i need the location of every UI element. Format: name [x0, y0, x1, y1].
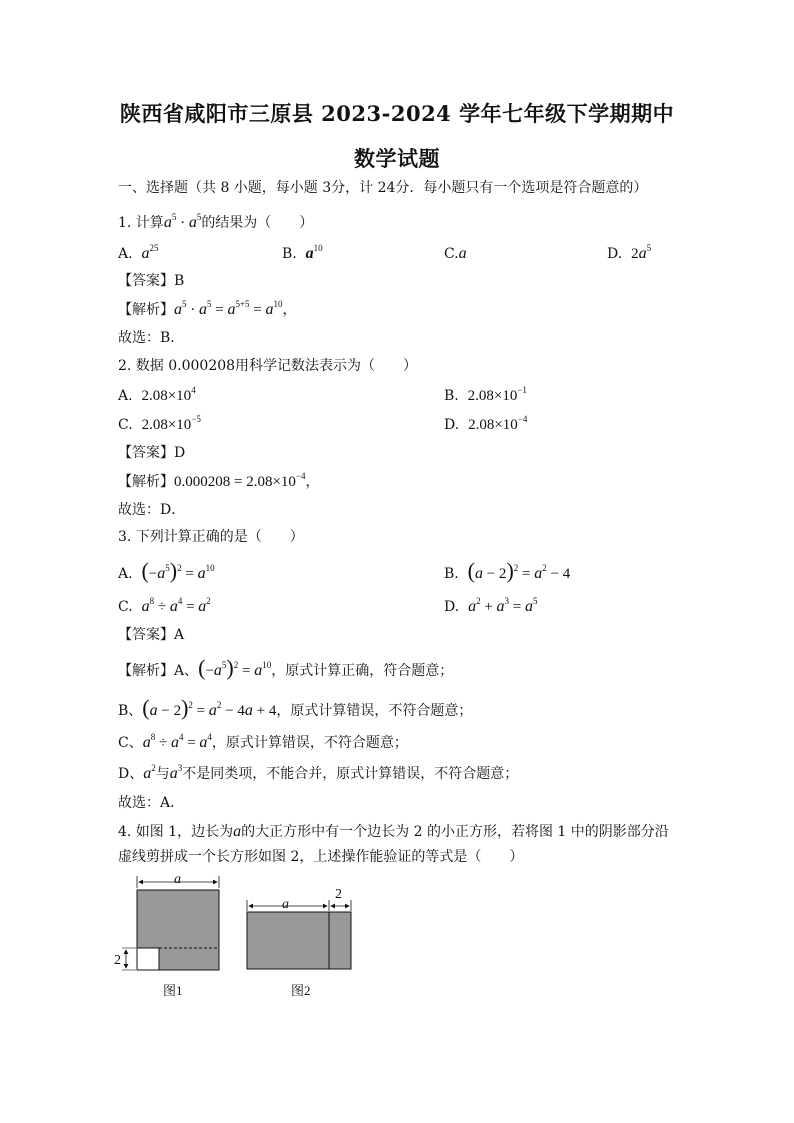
- figure-2-caption: 图2: [291, 983, 311, 998]
- q1-stem: 1. 计算$a^5 \cdot a^5$的结果为（ ）: [118, 212, 314, 231]
- q1-option-b: B. $a^{10}$: [282, 243, 323, 262]
- figure-1-caption: 图1: [163, 983, 183, 998]
- q3-analysis-a: 【解析】A、$(-a^5)^2 = a^{10}$，原式计算正确，符合题意；: [118, 655, 454, 680]
- q3-analysis-b: B、$(a - 2)^2 = a^2 - 4a + 4$，原式计算错误，不符合题意；: [118, 695, 473, 720]
- q4-stem-line-2: 虚线剪拼成一个长方形如图 2，上述操作能验证的等式是（ ）: [118, 849, 524, 865]
- q2-choose: 故选：D．: [118, 502, 186, 518]
- q1-option-c: C.a: [444, 245, 467, 262]
- q2-option-d: D. $2.08\times 10^{-4}$: [444, 414, 528, 433]
- q1-choose: 故选：B．: [118, 330, 185, 346]
- q3-answer: 【答案】A: [118, 627, 185, 643]
- fig1-small-square: [137, 948, 159, 970]
- title-line-2: 数学试题: [354, 146, 440, 171]
- fig2-label-a: a: [282, 897, 289, 912]
- q2-stem: 2. 数据 0.000208用科学记数法表示为（ ）: [118, 358, 418, 374]
- q3-choose: 故选：A．: [118, 795, 185, 811]
- q2-option-a: A. $2.08\times 10^4$: [118, 385, 196, 404]
- q3-analysis-d: D、$a^2$与$a^3$不是同类项，不能合并，原式计算错误，不符合题意；: [118, 763, 519, 782]
- q3-stem: 3. 下列计算正确的是（ ）: [118, 529, 304, 545]
- q1-answer: 【答案】B: [118, 273, 185, 289]
- q3-option-d: D. $a^2 + a^3 = a^5$: [444, 596, 538, 615]
- figure-2: [240, 884, 360, 974]
- q2-option-c: C. $2.08\times 10^{-5}$: [118, 414, 201, 433]
- fig1-label-a: a: [174, 872, 181, 887]
- q3-option-c: C. $a^8 \div a^4 = a^2$: [118, 596, 211, 615]
- title-line-1: 陕西省咸阳市三原县 2023-2024 学年七年级下学期期中: [119, 101, 675, 126]
- q3-option-a: A. $(-a^5)^2 = a^{10}$: [118, 558, 215, 583]
- q2-analysis: 【解析】$0.000208 = 2.08\times 10^{-4}$，: [118, 471, 320, 490]
- fig1-label-2: 2: [114, 953, 121, 968]
- figure-1: [112, 870, 232, 980]
- q2-answer: 【答案】D: [118, 445, 186, 461]
- fig2-rect-left: [247, 912, 329, 969]
- q2-option-b: B. $2.08\times 10^{-1}$: [444, 385, 527, 404]
- q3-analysis-c: C、$a^8 \div a^4 = a^4$，原式计算错误，不符合题意；: [118, 732, 408, 751]
- q1-option-d: D. $2a^5$: [607, 243, 652, 262]
- q4-stem-line-1: 4. 如图 1，边长为a的大正方形中有一个边长为 2 的小正方形，若将图 1 中的阴影部分沿: [118, 823, 669, 840]
- q1-option-a: A. $a^{25}$: [118, 243, 159, 262]
- fig2-rect-right: [329, 912, 351, 969]
- q3-option-b: B. $(a - 2)^2 = a^2 - 4$: [444, 558, 571, 583]
- q1-analysis: 【解析】$a^5 \cdot a^5 = a^{5+5} = a^{10}$，: [118, 299, 297, 318]
- section-heading: 一、选择题（共 8 小题，每小题 3分，计 24分．每小题只有一个选项是符合题意的）: [118, 180, 648, 196]
- fig2-label-2: 2: [335, 887, 342, 902]
